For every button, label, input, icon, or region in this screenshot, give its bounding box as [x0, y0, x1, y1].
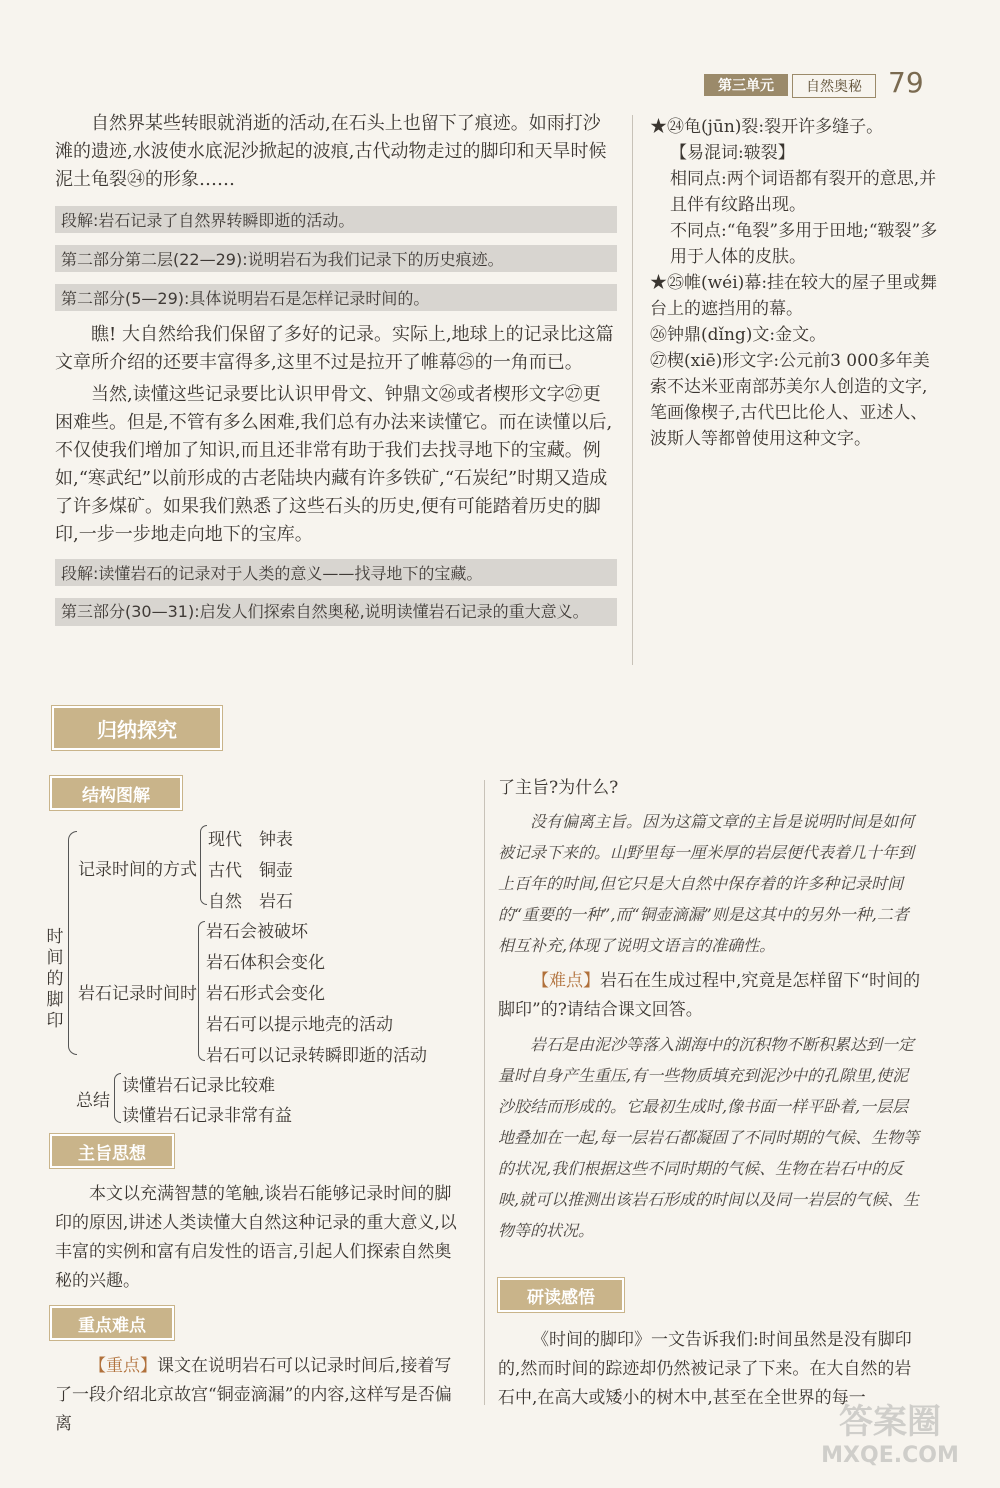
reading-text: 《时间的脚印》一文告诉我们:时间虽然是没有脚印的,然而时间的踪迹却仍然被记录了下来。在大自然的岩石中,在高大或矮小的树木中,甚至在全世界的每一: [498, 1330, 912, 1408]
branch1-brace: [200, 825, 207, 905]
structure-badge: 结构图解: [50, 776, 182, 810]
unit-label: 第三单元: [704, 74, 788, 96]
note-weimu: ★㉕帷(wéi)幕:挂在较大的屋子里或舞台上的遮挡用的幕。: [650, 273, 938, 319]
branch2-item: 岩石会被破坏: [206, 922, 308, 942]
key-point-question: [55, 1352, 467, 1439]
page-number: 79: [888, 66, 924, 99]
key-points-badge: 重点难点: [50, 1306, 174, 1340]
note-paragraph-summary-2: 段解:读懂岩石的记录对于人类的意义——找寻地下的宝藏。: [55, 559, 617, 586]
column-divider-upper: [632, 115, 633, 665]
side-notes: [650, 114, 940, 452]
hard-point-question: [498, 967, 924, 1025]
lower-right-column: [498, 774, 924, 1246]
watermark-line2: MXQE.COM: [821, 1443, 959, 1468]
upper-main-column: [55, 110, 617, 626]
key-text: 课文在说明岩石可以记录时间后,接着写了一段介绍北京故宫“铜壶滴漏”的内容,这样写是否偏离: [55, 1356, 452, 1434]
paragraph-nature-records: 瞧! 大自然给我们保留了多好的记录。实际上,地球上的记录比这篇文章所介绍的还要丰富得多,这里不过是拉开了帷幕㉕的一角而已。: [55, 324, 614, 373]
theme-text: 本文以充满智慧的笔触,谈岩石能够记录时间的脚印的原因,讲述人类读懂大自然这种记录的重大意义,以丰富的实例和富有启发性的语言,引起人们探索自然奥秘的兴趣。: [55, 1184, 457, 1291]
theme-badge: 主旨思想: [50, 1134, 174, 1168]
note-xiexing: ㉗楔(xiē)形文字:公元前3 000多年美索不达米亚南部苏美尔人创造的文字,笔画像楔子,古代巴比伦人、亚述人、波斯人等都曾使用这种文字。: [650, 351, 930, 449]
watermark-line1: 答案圈: [839, 1402, 941, 1442]
note-guilie: ★㉔龟(jūn)裂:裂开许多缝子。: [650, 117, 884, 137]
note-part2: 第二部分(5—29):具体说明岩石是怎样记录时间的。: [55, 284, 617, 311]
branch-summary: 总结: [76, 1091, 110, 1111]
branch1-item: 古代 铜壶: [208, 861, 293, 881]
note-zhongdingwen: ㉖钟鼎(dǐng)文:金文。: [650, 325, 827, 345]
page-header: [700, 66, 930, 104]
note-difference: 不同点:“龟裂”多用于田地;“皲裂”多用于人体的皮肤。: [670, 221, 938, 267]
branch2-item: 岩石形式会变化: [206, 984, 325, 1004]
branch-rock-records: 岩石记录时间时: [78, 984, 197, 1004]
column-divider-lower: [484, 780, 485, 1405]
section-title: 归纳探究: [52, 706, 222, 750]
note-confusable-label: 【易混词:皲裂】: [670, 143, 795, 163]
branch2-item: 岩石可以提示地壳的活动: [206, 1015, 393, 1035]
note-similarity: 相同点:两个词语都有裂开的意思,并且伴有纹路出现。: [670, 169, 937, 215]
branch2-item: 岩石体积会变化: [206, 953, 325, 973]
diagram-root: 时 间 的 脚 印: [46, 927, 64, 1031]
section-label: 自然奥秘: [792, 74, 876, 98]
branch3-brace: [114, 1073, 121, 1123]
paragraph-reading-records: 当然,读懂这些记录要比认识甲骨文、钟鼎文㉖或者楔形文字㉗更困难些。但是,不管有多么困难,我们总有办法来读懂它。而在读懂以后,不仅使我们增加了知识,而且还非常有助于我们去找寻地下的宝藏。例如,“寒武纪”以前形成的古老陆块内藏有许多铁矿,“石炭纪”时期又造成了许多煤矿。如果我们熟悉了这些石头的历史,便有可能踏着历史的脚印,一步一步地走向地下的宝库。: [55, 384, 613, 545]
reading-badge: 研读感悟: [498, 1278, 624, 1312]
structure-diagram: [40, 815, 470, 1130]
branch1-item: 现代 钟表: [208, 830, 293, 850]
branch2-item: 岩石可以记录转瞬即逝的活动: [206, 1046, 427, 1066]
key-question-continued: 了主旨?为什么?: [498, 778, 619, 798]
hard-answer: 岩石是由泥沙等落入湖海中的沉积物不断积累达到一定量时自身产生重压,有一些物质填充到泥沙中的孔隙里,使泥沙胶结而形成的。它最初生成时,像书面一样平卧着,一层层地叠加在一起,每一层岩石都凝固了不同时期的气候、生物等的状况,我们根据这些不同时期的气候、生物在岩石中的反映,就可以推测出该岩石形成的时间以及同一岩层的气候、生物等的状况。: [498, 1035, 920, 1240]
branch3-item: 读懂岩石记录比较难: [122, 1076, 275, 1096]
hard-label: 【难点】: [532, 971, 600, 991]
branch-record-methods: 记录时间的方式: [78, 860, 197, 880]
watermark: [800, 1394, 980, 1480]
key-answer: 没有偏离主旨。因为这篇文章的主旨是说明时间是如何被记录下来的。山野里每一厘米厚的岩层便代表着几十年到上百年的时间,但它只是大自然中保存着的许多种记录时间的“重要的一种”,而“铜壶滴漏”则是这其中的另外一种,二者相互补充,体现了说明文语言的准确性。: [498, 812, 915, 955]
key-label: 【重点】: [89, 1356, 157, 1376]
root-brace: [68, 831, 77, 1055]
branch2-brace: [198, 921, 205, 1061]
hard-text: 岩石在生成过程中,究竟是怎样留下“时间的脚印”的?请结合课文回答。: [498, 971, 921, 1020]
note-part3: 第三部分(30—31):启发人们探索自然奥秘,说明读懂岩石记录的重大意义。: [55, 598, 617, 626]
paragraph-rock-traces: 自然界某些转眼就消逝的活动,在石头上也留下了痕迹。如雨打沙滩的遗迹,水波使水底泥沙掀起的波痕,古代动物走过的脚印和天旱时候泥土龟裂㉔的形象……: [55, 113, 607, 190]
branch3-item: 读懂岩石记录非常有益: [122, 1106, 292, 1126]
note-part2-layer2: 第二部分第二层(22—29):说明岩石为我们记录下的历史痕迹。: [55, 245, 617, 272]
note-paragraph-summary-1: 段解:岩石记录了自然界转瞬即逝的活动。: [55, 206, 617, 233]
branch1-item: 自然 岩石: [208, 892, 293, 912]
